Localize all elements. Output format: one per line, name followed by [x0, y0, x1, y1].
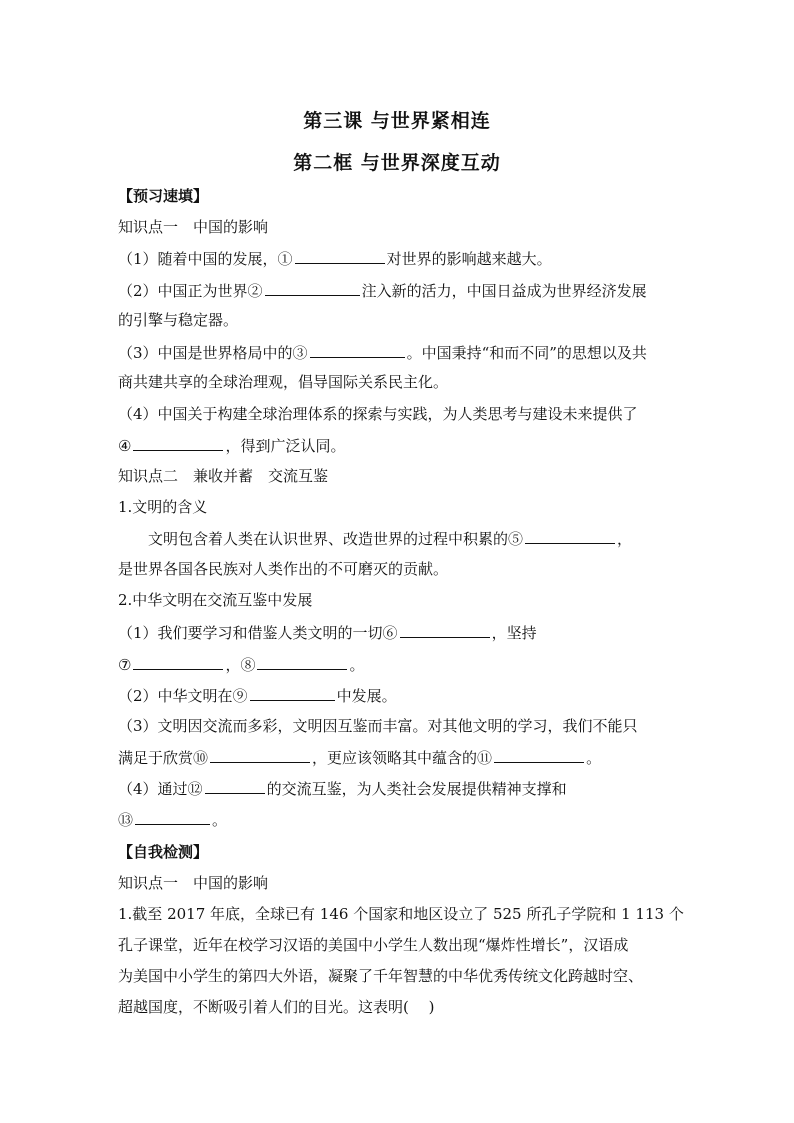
blank-number: ⑦: [118, 656, 132, 674]
fill-item-2-continued: 的引擎与稳定器。: [118, 311, 239, 329]
answer-blank[interactable]: [250, 685, 335, 701]
knowledge-point-2-heading: 知识点二 兼收并蓄 交流互鉴: [118, 467, 329, 485]
self-check-heading: 【自我检测】: [118, 843, 209, 861]
blank-number: ⑪: [477, 749, 493, 767]
preview-heading: 【预习速填】: [118, 187, 209, 205]
blank-number: ⑬: [118, 811, 134, 829]
blank-number: ⑤: [508, 530, 524, 548]
item-text: （3）中国是世界格局中的: [118, 344, 293, 362]
fill-item-4-continued: [118, 435, 345, 456]
item-text: 。: [212, 811, 228, 829]
item-text: （1）我们要学习和借鉴人类文明的一切: [118, 624, 383, 642]
fill-item-10-intro: （3）文明因交流而多彩，文明因互鉴而丰富。对其他文明的学习，我们不能只: [118, 717, 638, 735]
fill-item-12: [118, 778, 567, 799]
blank-number: ⑨: [232, 687, 248, 705]
blank-number: ⑧: [240, 656, 256, 674]
fill-item-3: [118, 342, 647, 363]
item-text: 。: [586, 749, 602, 767]
blank-number: ③: [292, 344, 308, 362]
fill-item-6: [118, 622, 537, 643]
answer-blank[interactable]: [135, 809, 210, 825]
answer-blank[interactable]: [257, 654, 347, 670]
answer-blank[interactable]: [525, 528, 615, 544]
question-1-line-1: 1.截至 2017 年底，全球已有 146 个国家和地区设立了 525 所孔子学院和 1 113 个: [118, 905, 684, 923]
blank-number: ②: [247, 282, 263, 300]
knowledge-point-1-heading: 知识点一 中国的影响: [118, 218, 269, 236]
item-text: ，更应该领略其中蕴含的: [312, 749, 478, 767]
blank-number: ①: [277, 250, 293, 268]
item-text: （4）通过: [118, 780, 188, 798]
answer-blank[interactable]: [133, 654, 223, 670]
fill-item-1: [118, 248, 552, 269]
item-text: 。中国秉持“和而不同”的思想以及共: [406, 344, 647, 362]
answer-blank[interactable]: [295, 248, 385, 264]
subsection-2-heading: 2.中华文明在交流互鉴中发展: [118, 591, 313, 609]
blank-number: ④: [118, 437, 132, 455]
item-text: 的交流互鉴，为人类社会发展提供精神支撑和: [266, 780, 567, 798]
fill-item-10-11: [118, 747, 601, 768]
fill-item-2: [118, 280, 647, 301]
item-text: 对世界的影响越来越大。: [386, 250, 552, 268]
answer-blank[interactable]: [310, 342, 405, 358]
blank-number: ⑥: [382, 624, 398, 642]
item-text: （1）随着中国的发展，: [118, 250, 278, 268]
item-text: 中发展。: [336, 687, 397, 705]
subsection-1-heading: 1.文明的含义: [118, 498, 208, 516]
fill-item-3-continued: 商共建共享的全球治理观，倡导国际关系民主化。: [118, 373, 449, 391]
answer-blank[interactable]: [494, 747, 584, 763]
item-text: ，得到广泛认同。: [225, 437, 346, 455]
blank-number: ⑩: [193, 749, 209, 767]
fill-item-5: [118, 528, 632, 549]
fill-item-5-continued: 是世界各国各民族对人类作出的不可磨灭的贡献。: [118, 560, 449, 578]
item-text: （2）中国正为世界: [118, 282, 248, 300]
question-1-line-4: 超越国度，不断吸引着人们的目光。这表明( ): [118, 998, 435, 1016]
answer-blank[interactable]: [133, 435, 223, 451]
item-text: 满足于欣赏: [118, 749, 194, 767]
blank-number: ⑫: [187, 780, 203, 798]
check-knowledge-point-1-heading: 知识点一 中国的影响: [118, 874, 269, 892]
fill-item-4: （4）中国关于构建全球治理体系的探索与实践，为人类思考与建设未来提供了: [118, 405, 638, 423]
question-1-line-3: 为美国中小学生的第四大外语，凝聚了千年智慧的中华优秀传统文化跨越时空、: [118, 967, 644, 985]
item-text: 文明包含着人类在认识世界、改造世界的过程中积累的: [118, 530, 509, 548]
item-text: ，: [617, 530, 633, 548]
item-text: 。: [349, 656, 365, 674]
item-text: （2）中华文明在: [118, 687, 233, 705]
item-text: ，: [225, 656, 241, 674]
item-text: ，坚持: [491, 624, 537, 642]
fill-item-9: [118, 685, 397, 706]
fill-item-13: [118, 809, 227, 830]
item-text: 注入新的活力，中国日益成为世界经济发展: [361, 282, 647, 300]
question-1-line-2: 孔子课堂，近年在校学习汉语的美国中小学生人数出现“爆炸性增长”，汉语成: [118, 936, 629, 954]
lesson-title: 第三课 与世界紧相连: [303, 110, 491, 132]
section-title: 第二框 与世界深度互动: [293, 152, 501, 174]
answer-blank[interactable]: [210, 747, 310, 763]
answer-blank[interactable]: [265, 280, 360, 296]
answer-blank[interactable]: [205, 778, 265, 794]
answer-blank[interactable]: [400, 622, 490, 638]
fill-item-7-8: [118, 654, 365, 675]
